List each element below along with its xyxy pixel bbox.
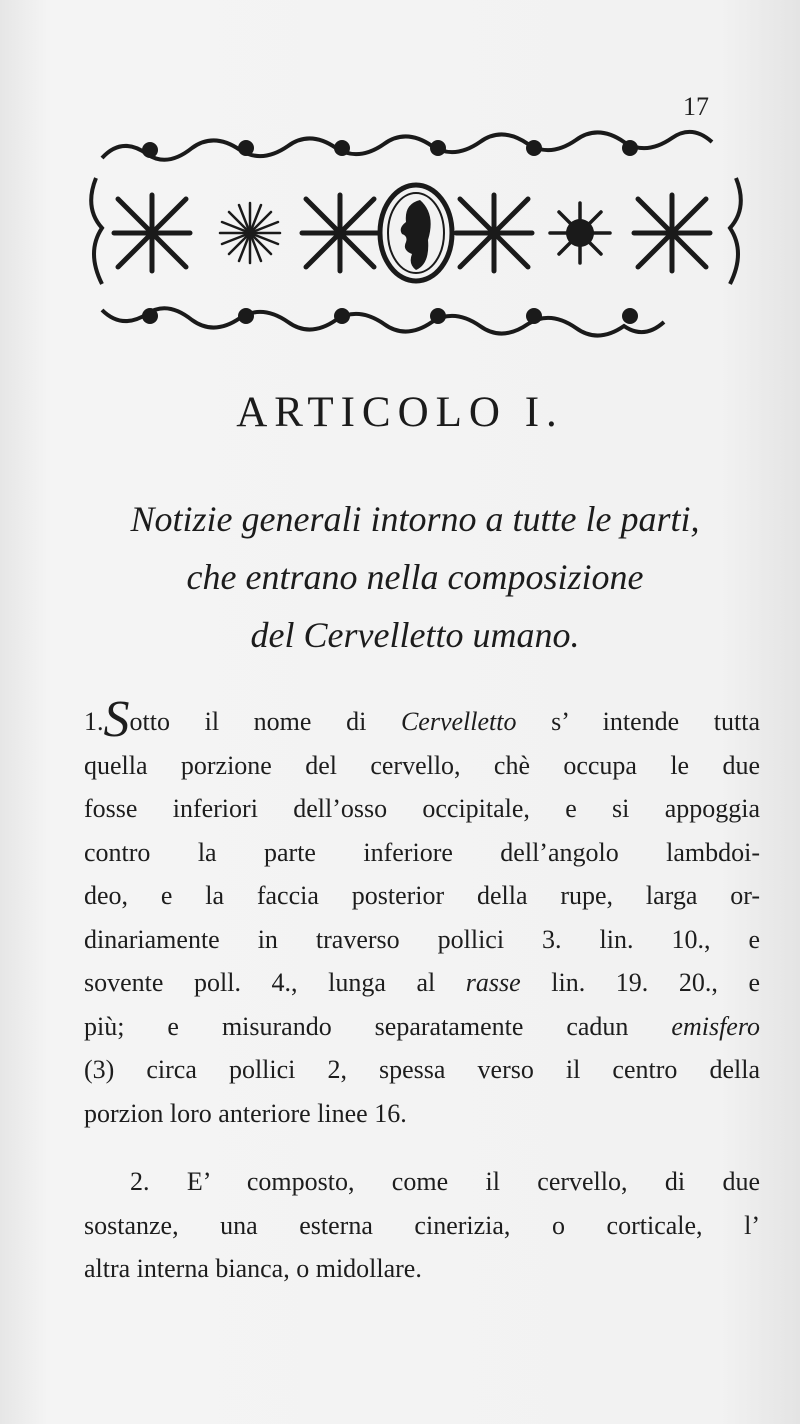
paragraph-line: sostanze, una esterna cinerizia, o corticale, l’ xyxy=(84,1210,760,1240)
line-text: s’ intende tutta xyxy=(516,707,760,736)
paragraph-line: (3) circa pollici 2, spessa verso il centro della xyxy=(84,1055,760,1084)
italic-term: Cervelletto xyxy=(400,707,517,736)
line-text: sovente poll. 4., lunga al xyxy=(84,968,466,997)
subtitle-line-1: Notizie generali intorno a tutte le parti, xyxy=(130,499,700,539)
line-text: otto il nome di xyxy=(129,707,401,736)
paragraph-line: dinariamente in traverso pollici 3. lin. 10., e xyxy=(84,924,760,954)
line-text: lin. 19. 20., e xyxy=(520,968,760,997)
paragraph-line xyxy=(84,961,760,1005)
italic-term: emisfero xyxy=(671,1011,760,1041)
paragraph-line: deo, e la faccia posterior della rupe, larga or- xyxy=(84,881,760,910)
line-text: più; e misurando separatamente cadun xyxy=(84,1011,672,1041)
subtitle-line-3: del Cervelletto umano. xyxy=(250,615,580,655)
paragraph-1 xyxy=(84,691,760,1135)
paragraph-line: fosse inferiori dell’osso occipitale, e si appoggia xyxy=(84,794,760,823)
paragraph-2 xyxy=(84,1160,760,1291)
section-number: 1. xyxy=(84,707,104,736)
subtitle-line-2: che entrano nella composizione xyxy=(186,557,644,597)
paragraph-line: quella porzione del cervello, chè occupa le due xyxy=(84,750,760,780)
paragraph-line xyxy=(84,691,760,748)
drop-cap: S xyxy=(103,691,130,748)
paragraph-line xyxy=(84,1005,760,1049)
paragraph-line: 2. E’ composto, come il cervello, di due xyxy=(130,1167,760,1196)
headpiece-ornament-icon xyxy=(82,128,750,338)
article-heading: ARTICOLO I. xyxy=(236,389,564,436)
italic-term: rasse xyxy=(465,968,521,997)
paragraph-line: contro la parte inferiore dell’angolo lambdoi- xyxy=(84,837,760,867)
paragraph-line: altra interna bianca, o midollare. xyxy=(84,1254,422,1283)
paragraph-line: porzion loro anteriore linee 16. xyxy=(84,1098,407,1128)
page-number: 17 xyxy=(683,92,709,121)
